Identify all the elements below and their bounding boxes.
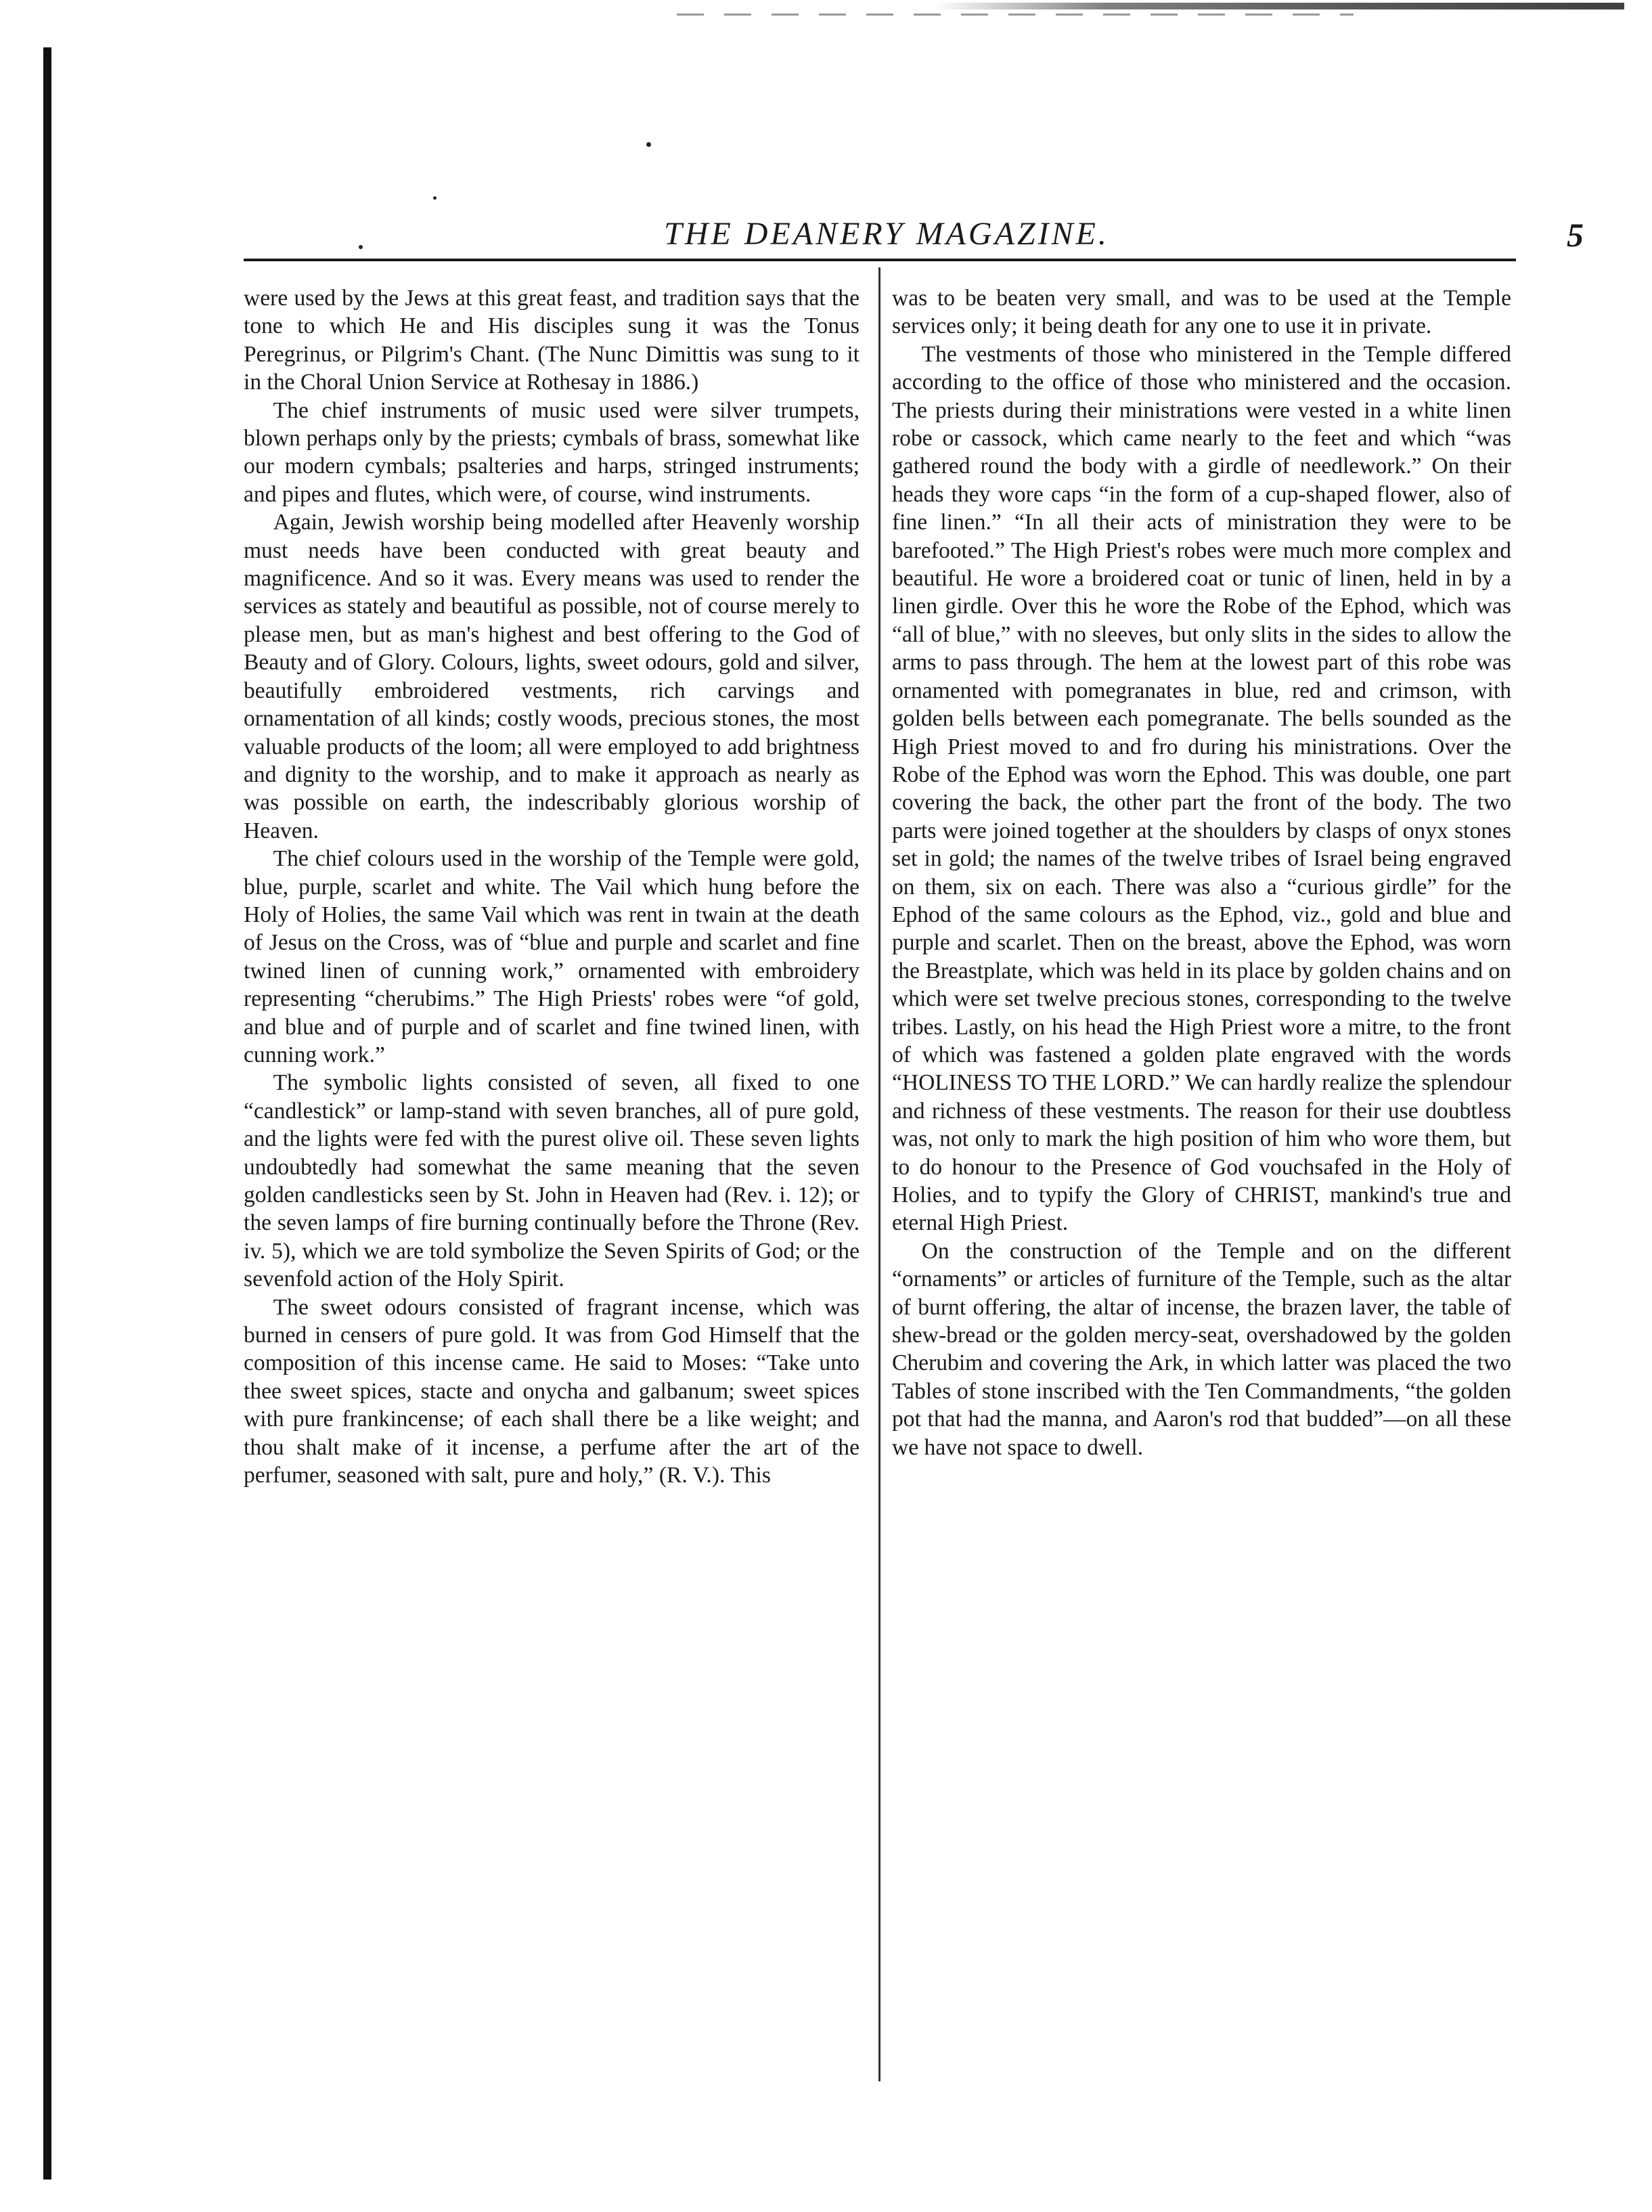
paragraph: was to be beaten very small, and was to be used at the Temple services only; it being death for any one to use it in private. — [892, 286, 1511, 339]
running-title: THE DEANERY MAGAZINE. — [664, 216, 1109, 252]
paragraph: The chief instruments of music used were silver trumpets, blown perhaps only by the priests; cymbals of brass, somewhat like our modern cymbals; psalteries and harps, stringed instruments; and pipes and flutes, which were, of course, wind instruments. — [244, 397, 860, 507]
paragraph: The vestments of those who ministered in the Temple differed according to the office of those who ministered and the occasion. The priests during their ministrations were vested in a white linen robe or cassock, which came nearly to the feet and which “was gathered round the body with a girdle of needlework.” On their heads they wore caps “in the form of a cup-shaped flower, also of fine linen.” “In all their acts of ministration they were to be barefooted.” The High Priest's robes were much more complex and beautiful. He wore a broidered coat or tunic of linen, held in by a linen girdle. Over this he wore the Robe of the Ephod, which was “all of blue,” with no sleeves, but only slits in the sides to allow the arms to pass through. The hem at the lowest part of this robe was ornamented with pomegranates in blue, red and crimson, with golden bells between each pomegranate. The bells sounded as the High Priest moved to and fro during his ministrations. Over the Robe of the Ephod was worn the Ephod. This was double, one part covering the back, the other part the front of the body. The two parts were joined together at the shoulders by clasps of onyx stones set in gold; the names of the twelve tribes of Israel being engraved on them, six on each. There was also a “curious girdle” for the Ephod of the same colours as the Ephod, viz., gold and blue and purple and scarlet. Then on the breast, above the Ephod, was worn the Breastplate, which was held in its place by golden chains and on which were set twelve precious stones, corresponding to the twelve tribes. Lastly, on his head the High Priest wore a mitre, to the front of which was fastened a golden plate engraved with the words “HOLINESS TO THE LORD.” We can hardly realize the splendour and richness of these vestments. The reason for their use doubtless was, not only to mark the high position of him who wore them, but to do honour to the Presence of God vouchsafed in the Holy of Holies, and to typify the Glory of CHRIST, mankind's true and eternal High Priest. — [892, 341, 1511, 1236]
page-header — [244, 215, 1584, 263]
page-number: 5 — [1567, 216, 1584, 254]
right-column — [892, 284, 1511, 1461]
paragraph: The sweet odours consisted of fragrant incense, which was burned in censers of pure gold. It was from God Himself that the composition of this incense came. He said to Moses: “Take unto thee sweet spices, stacte and onycha and galbanum; sweet spices with pure frankincense; of each shall there be a like weight; and thou shalt make of it incense, a perfume after the art of the perfumer, seasoned with salt, pure and holy,” (R. V.). This — [244, 1294, 860, 1488]
column-divider — [878, 267, 880, 2081]
header-rule — [244, 259, 1516, 261]
paragraph: The chief colours used in the worship of the Temple were gold, blue, purple, scarlet and white. The Vail which hung before the Holy of Holies, the same Vail which was rent in twain at the death of Jesus on the Cross, was of “blue and purple and scarlet and fine twined linen of cunning work,” ornamented with embroidery representing “cherubims.” The High Priests' robes were “of gold, and blue and of purple and of scarlet and fine twined linen, with cunning work.” — [244, 846, 860, 1067]
paragraph: On the construction of the Temple and on the different “ornaments” or articles of furniture of the Temple, such as the altar of burnt offering, the altar of incense, the brazen laver, the table of shew-bread or the golden mercy-seat, overshadowed by the golden Cherubim and covering the Ark, in which latter was placed the two Tables of stone inscribed with the Ten Commandments, “the golden pot that had the manna, and Aaron's rod that budded”—on all these we have not space to dwell. — [892, 1238, 1511, 1460]
paragraph: The symbolic lights consisted of seven, all fixed to one “candlestick” or lamp-stand with seven branches, all of pure gold, and the lights were fed with the purest olive oil. These seven lights undoubtedly had somewhat the same meaning that the seven golden candlesticks seen by St. John in Heaven had (Rev. i. 12); or the seven lamps of fire burning continually before the Throne (Rev. iv. 5), which we are told symbolize the Seven Spirits of God; or the sevenfold action of the Holy Spirit. — [244, 1070, 860, 1292]
scan-binding-edge — [43, 47, 51, 2180]
scan-speck — [646, 142, 651, 147]
scan-top-mark — [934, 3, 1624, 9]
paragraph: Again, Jewish worship being modelled after Heavenly worship must needs have been conducted with great beauty and magnificence. And so it was. Every means was used to render the services as stately and beautiful as possible, not of course merely to please men, but as man's highest and best offering to the God of Beauty and of Glory. Colours, lights, sweet odours, gold and silver, beautifully embroidered vestments, rich carvings and ornamentation of all kinds; costly woods, precious stones, the most valuable products of the loom; all were employed to add brightness and dignity to the worship, and to make it approach as nearly as was possible on earth, the indescribably glorious worship of Heaven. — [244, 510, 860, 843]
paragraph: were used by the Jews at this great feast, and tradition says that the tone to which He and His disciples sung it was the Tonus Peregrinus, or Pilgrim's Chant. (The Nunc Dimittis was sung to it in the Choral Union Service at Rothesay in 1886.) — [244, 286, 860, 395]
scan-speck — [433, 196, 437, 200]
left-column — [244, 284, 860, 1489]
scan-top-dashes — [677, 14, 1354, 16]
